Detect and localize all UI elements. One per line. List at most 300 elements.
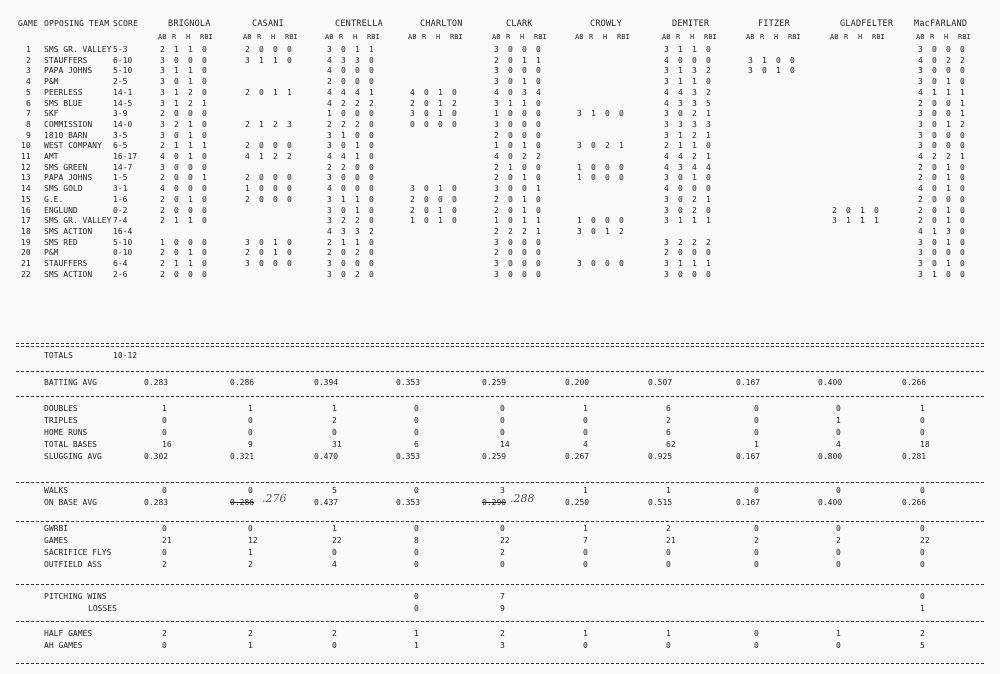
stat-cell: 2 [341, 162, 346, 172]
summary-value: 0 [414, 524, 419, 533]
opposing-team: SMS GR. VALLEY [44, 45, 112, 54]
summary-value: 0 [162, 416, 167, 425]
stat-cell: 0 [369, 109, 374, 119]
handwritten-correction: .288 [510, 492, 535, 505]
stat-cell: 0 [692, 269, 697, 279]
stat-cell: 1 [522, 173, 527, 183]
stat-cell: 2 [918, 162, 923, 172]
stat-cell: 0 [605, 173, 610, 183]
stat-cell: 1 [160, 237, 165, 247]
summary-value: 0 [414, 404, 419, 413]
game-number: 19 [21, 237, 31, 247]
stat-cell: 3 [327, 130, 332, 140]
game-number: 21 [21, 259, 31, 268]
stat-cell: 3 [664, 205, 669, 215]
stat-cell: 0 [341, 259, 346, 268]
stat-cell: 2 [932, 152, 937, 161]
stat-cell: 2 [160, 205, 165, 215]
stat-cell: 3 [494, 184, 499, 194]
opposing-team: PAPA JOHNS [44, 173, 93, 183]
summary-value: 0.283 [144, 498, 169, 507]
stat-cell: 0 [536, 66, 541, 76]
stat-cell: 3 [494, 119, 499, 129]
stat-cell: 1 [273, 87, 278, 97]
summary-value: 2 [920, 629, 925, 638]
stat-cell: 1 [591, 109, 596, 119]
stat-cell: 1 [692, 216, 697, 226]
subheader-h: H [858, 33, 863, 41]
stat-cell: 0 [202, 184, 207, 194]
stat-cell: 0 [960, 45, 965, 54]
stat-cell: 1 [188, 216, 193, 226]
stat-cell: 2 [508, 226, 513, 236]
stat-cell: 2 [160, 173, 165, 183]
stat-cell: 0 [846, 205, 851, 215]
stat-cell: 3 [522, 87, 527, 97]
game-number: 14 [21, 184, 31, 194]
stat-cell: 1 [522, 194, 527, 204]
subheader-h: H [271, 33, 276, 41]
stat-cell: 0 [692, 55, 697, 65]
stat-cell: 0 [202, 87, 207, 97]
summary-value: 22 [500, 536, 510, 545]
summary-value: 0 [162, 641, 167, 650]
dashed-divider [16, 521, 984, 522]
stat-cell: 0 [355, 173, 360, 183]
summary-value: 1 [920, 404, 925, 413]
game-score: 5-10 [113, 237, 133, 247]
stat-cell: 0 [369, 173, 374, 183]
stat-cell: 0 [202, 66, 207, 76]
stat-cell: 2 [273, 152, 278, 161]
stat-cell: 2 [692, 130, 697, 140]
stat-cell: 2 [245, 194, 250, 204]
stat-cell: 0 [932, 66, 937, 76]
summary-value: 3 [500, 486, 505, 495]
summary-value: 0 [754, 416, 759, 425]
stat-cell: 0 [508, 55, 513, 65]
stat-cell: 1 [960, 152, 965, 161]
stat-cell: 0 [355, 66, 360, 76]
stat-cell: 0 [508, 87, 513, 97]
subheader-r: R [506, 33, 511, 41]
stat-cell: 1 [706, 259, 711, 268]
summary-value: 0 [248, 524, 253, 533]
stat-cell: 0 [355, 109, 360, 119]
summary-value: 22 [332, 536, 342, 545]
player-name-clark: CLARK [506, 19, 533, 29]
stat-cell: 0 [776, 55, 781, 65]
stat-cell: 2 [946, 55, 951, 65]
stat-cell: 1 [174, 259, 179, 268]
stat-cell: 0 [369, 269, 374, 279]
stat-cell: 4 [918, 55, 923, 65]
stat-cell: 3 [160, 66, 165, 76]
stat-cell: 3 [918, 237, 923, 247]
summary-value: 0 [754, 524, 759, 533]
stat-cell: 0 [536, 98, 541, 108]
stat-cell: 1 [202, 141, 207, 151]
summary-value: 0.266 [902, 378, 927, 387]
stat-cell: 0 [522, 248, 527, 258]
game-number: 17 [21, 216, 31, 226]
stat-cell: 0 [605, 259, 610, 268]
game-number: 2 [26, 55, 31, 65]
stat-cell: 3 [918, 109, 923, 119]
stat-cell: 0 [946, 194, 951, 204]
stat-cell: 3 [327, 216, 332, 226]
stat-cell: 1 [946, 87, 951, 97]
stat-cell: 2 [245, 141, 250, 151]
summary-value: 0.286 [230, 498, 255, 507]
stat-cell: 1 [355, 45, 360, 54]
summary-value: 0.394 [314, 378, 339, 387]
summary-value: 5 [920, 641, 925, 650]
subheader-ab: AB [916, 33, 925, 41]
stat-cell: 0 [536, 45, 541, 54]
stat-cell: 0 [202, 130, 207, 140]
stat-cell: 0 [960, 205, 965, 215]
stat-cell: 2 [494, 205, 499, 215]
stat-cell: 2 [494, 248, 499, 258]
stat-cell: 1 [619, 141, 624, 151]
stat-cell: 0 [202, 237, 207, 247]
stat-cell: 0 [202, 109, 207, 119]
stat-cell: 2 [355, 269, 360, 279]
stat-cell: 0 [508, 109, 513, 119]
stat-cell: 0 [174, 55, 179, 65]
summary-value: 0 [583, 641, 588, 650]
stat-cell: 4 [678, 87, 683, 97]
stat-cell: 2 [273, 119, 278, 129]
stat-cell: 0 [202, 55, 207, 65]
stat-cell: 0 [960, 184, 965, 194]
stat-cell: 3 [245, 259, 250, 268]
player-name-centrella: CENTRELLA [335, 19, 383, 29]
stat-cell: 0 [287, 45, 292, 54]
stat-cell: 0 [438, 194, 443, 204]
stat-cell: 3 [664, 77, 669, 87]
summary-value: 0 [583, 548, 588, 557]
opposing-team: ENGLUND [44, 205, 78, 215]
summary-value: 1 [583, 404, 588, 413]
stat-cell: 0 [508, 141, 513, 151]
stat-cell: 0 [536, 237, 541, 247]
stat-cell: 0 [946, 248, 951, 258]
summary-label: HOME RUNS [44, 428, 88, 437]
stat-cell: 0 [174, 77, 179, 87]
stat-cell: 0 [591, 141, 596, 151]
stat-cell: 0 [932, 130, 937, 140]
stat-cell: 3 [327, 205, 332, 215]
stat-cell: 3 [678, 162, 683, 172]
stat-cell: 0 [202, 248, 207, 258]
game-number: 3 [26, 66, 31, 76]
stat-cell: 3 [692, 66, 697, 76]
subheader-ab: AB [830, 33, 839, 41]
stat-cell: 0 [591, 226, 596, 236]
stat-cell: 1 [706, 152, 711, 161]
stat-cell: 0 [369, 130, 374, 140]
summary-label: LOSSES [88, 604, 117, 613]
subheader-rbi: RBI [285, 33, 298, 41]
stat-cell: 0 [202, 194, 207, 204]
stat-cell: 0 [706, 184, 711, 194]
summary-value: 0 [500, 560, 505, 569]
stat-cell: 0 [619, 259, 624, 268]
stat-cell: 1 [946, 237, 951, 247]
stat-cell: 0 [762, 66, 767, 76]
summary-value: 0 [666, 560, 671, 569]
opposing-team: SKF [44, 109, 59, 119]
stat-cell: 0 [259, 184, 264, 194]
stat-cell: 4 [327, 55, 332, 65]
stat-cell: 5 [706, 98, 711, 108]
summary-value: 31 [332, 440, 342, 449]
stat-cell: 0 [932, 55, 937, 65]
stat-cell: 2 [327, 119, 332, 129]
summary-value: 7 [583, 536, 588, 545]
stat-cell: 1 [678, 216, 683, 226]
stat-cell: 0 [259, 45, 264, 54]
summary-value: 0 [414, 486, 419, 495]
stat-cell: 0 [522, 237, 527, 247]
stat-cell: 2 [706, 66, 711, 76]
stat-cell: 0 [174, 248, 179, 258]
stat-cell: 1 [174, 66, 179, 76]
stat-cell: 1 [188, 141, 193, 151]
subheader-h: H [944, 33, 949, 41]
stat-cell: 2 [522, 226, 527, 236]
subheader-ab: AB [325, 33, 334, 41]
summary-value: 9 [500, 604, 505, 613]
stat-cell: 1 [960, 98, 965, 108]
stat-cell: 0 [678, 173, 683, 183]
stat-cell: 0 [202, 45, 207, 54]
dashed-divider [16, 343, 984, 344]
totals-score: 10-12 [113, 351, 138, 360]
stat-cell: 0 [536, 119, 541, 129]
stat-cell: 3 [664, 173, 669, 183]
stat-cell: 2 [410, 194, 415, 204]
stat-cell: 3 [410, 109, 415, 119]
stat-cell: 0 [287, 141, 292, 151]
summary-value: 0 [332, 548, 337, 557]
summary-value: 0 [920, 548, 925, 557]
stat-cell: 2 [692, 205, 697, 215]
summary-value: 0.515 [648, 498, 673, 507]
stat-cell: 0 [946, 141, 951, 151]
stat-cell: 0 [424, 119, 429, 129]
dashed-divider [16, 482, 984, 483]
stat-cell: 2 [355, 248, 360, 258]
stat-cell: 0 [591, 259, 596, 268]
stat-cell: 0 [188, 55, 193, 65]
stat-cell: 2 [619, 226, 624, 236]
stat-cell: 1 [188, 119, 193, 129]
stat-cell: 1 [522, 216, 527, 226]
game-score: 3-5 [113, 130, 128, 140]
summary-value: 0 [583, 428, 588, 437]
dashed-divider [16, 396, 984, 397]
stat-cell: 2 [160, 194, 165, 204]
stat-cell: 0 [678, 269, 683, 279]
summary-value: 18 [920, 440, 930, 449]
stat-cell: 1 [188, 259, 193, 268]
stat-cell: 2 [245, 45, 250, 54]
stat-cell: 4 [664, 152, 669, 161]
stat-cell: 1 [605, 226, 610, 236]
stat-cell: 0 [369, 259, 374, 268]
summary-label: WALKS [44, 486, 69, 495]
stat-cell: 1 [692, 259, 697, 268]
opposing-team: SMS BLUE [44, 98, 83, 108]
stat-cell: 3 [494, 237, 499, 247]
stat-cell: 4 [327, 226, 332, 236]
stat-cell: 3 [918, 66, 923, 76]
handwritten-correction: .276 [262, 492, 287, 505]
summary-value: 0 [162, 486, 167, 495]
stat-cell: 0 [424, 184, 429, 194]
stat-cell: 1 [369, 87, 374, 97]
stat-cell: 3 [692, 119, 697, 129]
stat-cell: 1 [776, 66, 781, 76]
player-name-charlton: CHARLTON [420, 19, 463, 29]
stat-cell: 0 [341, 248, 346, 258]
stat-cell: 0 [536, 194, 541, 204]
stat-cell: 0 [508, 269, 513, 279]
stat-cell: 3 [494, 77, 499, 87]
stat-cell: 3 [341, 55, 346, 65]
stat-cell: 3 [160, 162, 165, 172]
stat-cell: 2 [692, 194, 697, 204]
stat-cell: 0 [591, 173, 596, 183]
stat-cell: 0 [273, 259, 278, 268]
stat-cell: 0 [706, 141, 711, 151]
summary-value: 1 [332, 404, 337, 413]
stat-cell: 1 [188, 45, 193, 54]
summary-label: BATTING AVG [44, 378, 97, 387]
stat-cell: 3 [327, 173, 332, 183]
subheader-r: R [339, 33, 344, 41]
stat-cell: 3 [410, 184, 415, 194]
stat-cell: 0 [536, 130, 541, 140]
summary-value: 1 [666, 629, 671, 638]
stat-cell: 0 [536, 77, 541, 87]
summary-value: 0 [500, 428, 505, 437]
stat-cell: 1 [536, 226, 541, 236]
summary-value: 12 [248, 536, 258, 545]
stat-cell: 2 [355, 119, 360, 129]
opposing-team: STAUFFERS [44, 55, 88, 65]
stat-cell: 3 [692, 87, 697, 97]
subheader-ab: AB [408, 33, 417, 41]
stat-cell: 2 [160, 45, 165, 54]
stat-cell: 0 [790, 66, 795, 76]
summary-value: 0.353 [396, 378, 421, 387]
summary-value: 0.507 [648, 378, 673, 387]
stat-cell: 0 [508, 152, 513, 161]
stat-cell: 0 [960, 259, 965, 268]
summary-value: 0 [162, 548, 167, 557]
summary-value: 2 [754, 536, 759, 545]
stat-cell: 0 [424, 216, 429, 226]
stat-cell: 1 [577, 162, 582, 172]
subheader-rbi: RBI [200, 33, 213, 41]
stat-cell: 1 [174, 87, 179, 97]
summary-value: 0 [666, 641, 671, 650]
subheader-ab: AB [492, 33, 501, 41]
opposing-team: PAPA JOHNS [44, 66, 93, 76]
summary-value: 0 [500, 524, 505, 533]
stat-cell: 1 [273, 237, 278, 247]
summary-value: 0 [666, 548, 671, 557]
summary-value: 0 [836, 548, 841, 557]
stat-cell: 0 [369, 216, 374, 226]
stat-cell: 1 [188, 77, 193, 87]
stat-cell: 0 [790, 55, 795, 65]
stat-cell: 3 [287, 119, 292, 129]
stat-cell: 0 [591, 216, 596, 226]
stat-cell: 2 [341, 119, 346, 129]
stat-cell: 1 [946, 119, 951, 129]
stat-cell: 0 [960, 162, 965, 172]
summary-value: 2 [248, 560, 253, 569]
summary-value: 1 [583, 524, 588, 533]
stat-cell: 0 [287, 259, 292, 268]
stat-cell: 2 [918, 194, 923, 204]
stat-cell: 0 [706, 248, 711, 258]
summary-value: 1 [583, 629, 588, 638]
summary-value: 1 [583, 486, 588, 495]
stat-cell: 0 [508, 248, 513, 258]
summary-value: 2 [332, 629, 337, 638]
summary-value: 0.400 [818, 378, 843, 387]
stat-cell: 0 [174, 152, 179, 161]
stat-cell: 0 [369, 119, 374, 129]
stat-cell: 0 [202, 216, 207, 226]
stat-cell: 0 [174, 194, 179, 204]
game-score: 6-10 [113, 55, 133, 65]
stat-cell: 0 [706, 55, 711, 65]
stat-cell: 0 [605, 162, 610, 172]
stat-cell: 0 [424, 194, 429, 204]
stat-cell: 0 [287, 184, 292, 194]
subheader-h: H [774, 33, 779, 41]
stat-cell: 0 [369, 248, 374, 258]
stat-cell: 1 [494, 141, 499, 151]
subheader-r: R [257, 33, 262, 41]
stat-cell: 2 [494, 194, 499, 204]
stat-cell: 4 [536, 87, 541, 97]
stat-cell: 0 [188, 173, 193, 183]
summary-value: 0.167 [736, 498, 761, 507]
stat-cell: 1 [174, 98, 179, 108]
stat-cell: 0 [202, 162, 207, 172]
stat-cell: 0 [202, 259, 207, 268]
summary-value: 0.267 [565, 452, 590, 461]
stat-cell: 3 [577, 141, 582, 151]
stat-cell: 1 [522, 77, 527, 87]
subheader-ab: AB [243, 33, 252, 41]
stat-cell: 1 [259, 55, 264, 65]
stat-cell: 1 [341, 194, 346, 204]
summary-value: 1 [754, 440, 759, 449]
stat-cell: 1 [960, 109, 965, 119]
stat-cell: 1 [494, 109, 499, 119]
stat-cell: 1 [946, 184, 951, 194]
stat-cell: 1 [762, 55, 767, 65]
